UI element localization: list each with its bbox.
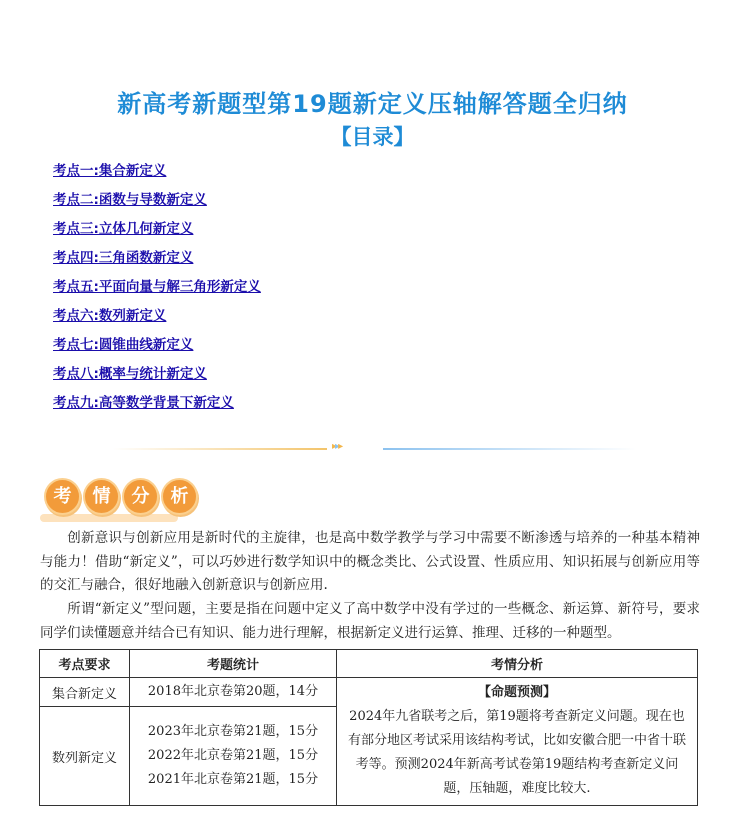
toc-link-2[interactable]: 考点二:函数与导数新定义 [53, 192, 207, 208]
toc-link-7[interactable]: 考点七:圆锥曲线新定义 [53, 337, 194, 353]
toc-link-1[interactable]: 考点一:集合新定义 [53, 163, 167, 179]
toc-link-9[interactable]: 考点九:高等数学背景下新定义 [53, 395, 234, 411]
toc-link-3[interactable]: 考点三:立体几何新定义 [53, 221, 194, 237]
exam-analysis-table [39, 649, 698, 806]
toc-link-4[interactable]: 考点四:三角函数新定义 [53, 250, 194, 266]
page-title: 新高考新题型第19题新定义压轴解答题全归纳 [117, 90, 628, 118]
toc-link-5[interactable]: 考点五:平面向量与解三角形新定义 [53, 279, 261, 295]
badge-char: 析 [161, 478, 198, 515]
stat-line: 2022年北京卷第21题，15分 [147, 748, 319, 764]
intro-paragraph-2 [40, 598, 700, 645]
divider-arrows-icon: ▸▸▸ [332, 441, 342, 452]
stats-cell [130, 678, 337, 707]
requirement-cell: 数列新定义 [40, 707, 130, 806]
divider-left [113, 448, 327, 450]
table-row [40, 678, 698, 707]
badge-char: 情 [83, 478, 120, 515]
stat-line: 2023年北京卷第21题，15分 [147, 724, 319, 740]
badge-char: 考 [44, 478, 81, 515]
divider-right [383, 448, 636, 450]
intro-text-2: 所谓“新定义”型问题，主要是指在问题中定义了高中数学中没有学过的一些概念、新运算、新符号，要求同学们读懂题意并结合已有知识、能力进行理解，根据新定义进行运算、推理、迁移的一种题型。 [40, 601, 700, 641]
header-stats: 考题统计 [130, 650, 337, 678]
toc-link-8[interactable]: 考点八:概率与统计新定义 [53, 366, 207, 382]
toc-heading: 【目录】 [330, 125, 415, 149]
intro-paragraph-1 [40, 527, 700, 598]
stats-cell [130, 707, 337, 806]
stat-line: 2018年北京卷第20题，14分 [147, 684, 319, 700]
header-requirement: 考点要求 [40, 650, 130, 678]
badge-char: 分 [122, 478, 159, 515]
header-analysis: 考情分析 [337, 650, 698, 678]
analysis-body: 2024年九省联考之后，第19题将考查新定义问题。现在也有部分地区考试采用该结构考试，比如安徽合肥一中省十联考等。预测2024年新高考试卷第19题结构考查新定义问题，压轴题，难度比较大. [347, 709, 686, 796]
table-of-contents [53, 160, 261, 421]
intro-text-1: 创新意识与创新应用是新时代的主旋律，也是高中数学教学与学习中需要不断渗透与培养的一种基本精神与能力！借助“新定义”，可以巧妙进行数学知识中的概念类比、公式设置、性质应用、知识拓展与创新应用等的交汇与融合，很好地融入创新意识与创新应用. [40, 530, 700, 593]
analysis-cell [337, 678, 698, 806]
stat-line: 2021年北京卷第21题，15分 [147, 772, 319, 788]
requirement-cell: 集合新定义 [40, 678, 130, 707]
table-header-row [40, 650, 698, 678]
analysis-title: 【命题预测】 [477, 685, 556, 700]
toc-link-6[interactable]: 考点六:数列新定义 [53, 308, 167, 324]
section-badge [44, 478, 198, 518]
